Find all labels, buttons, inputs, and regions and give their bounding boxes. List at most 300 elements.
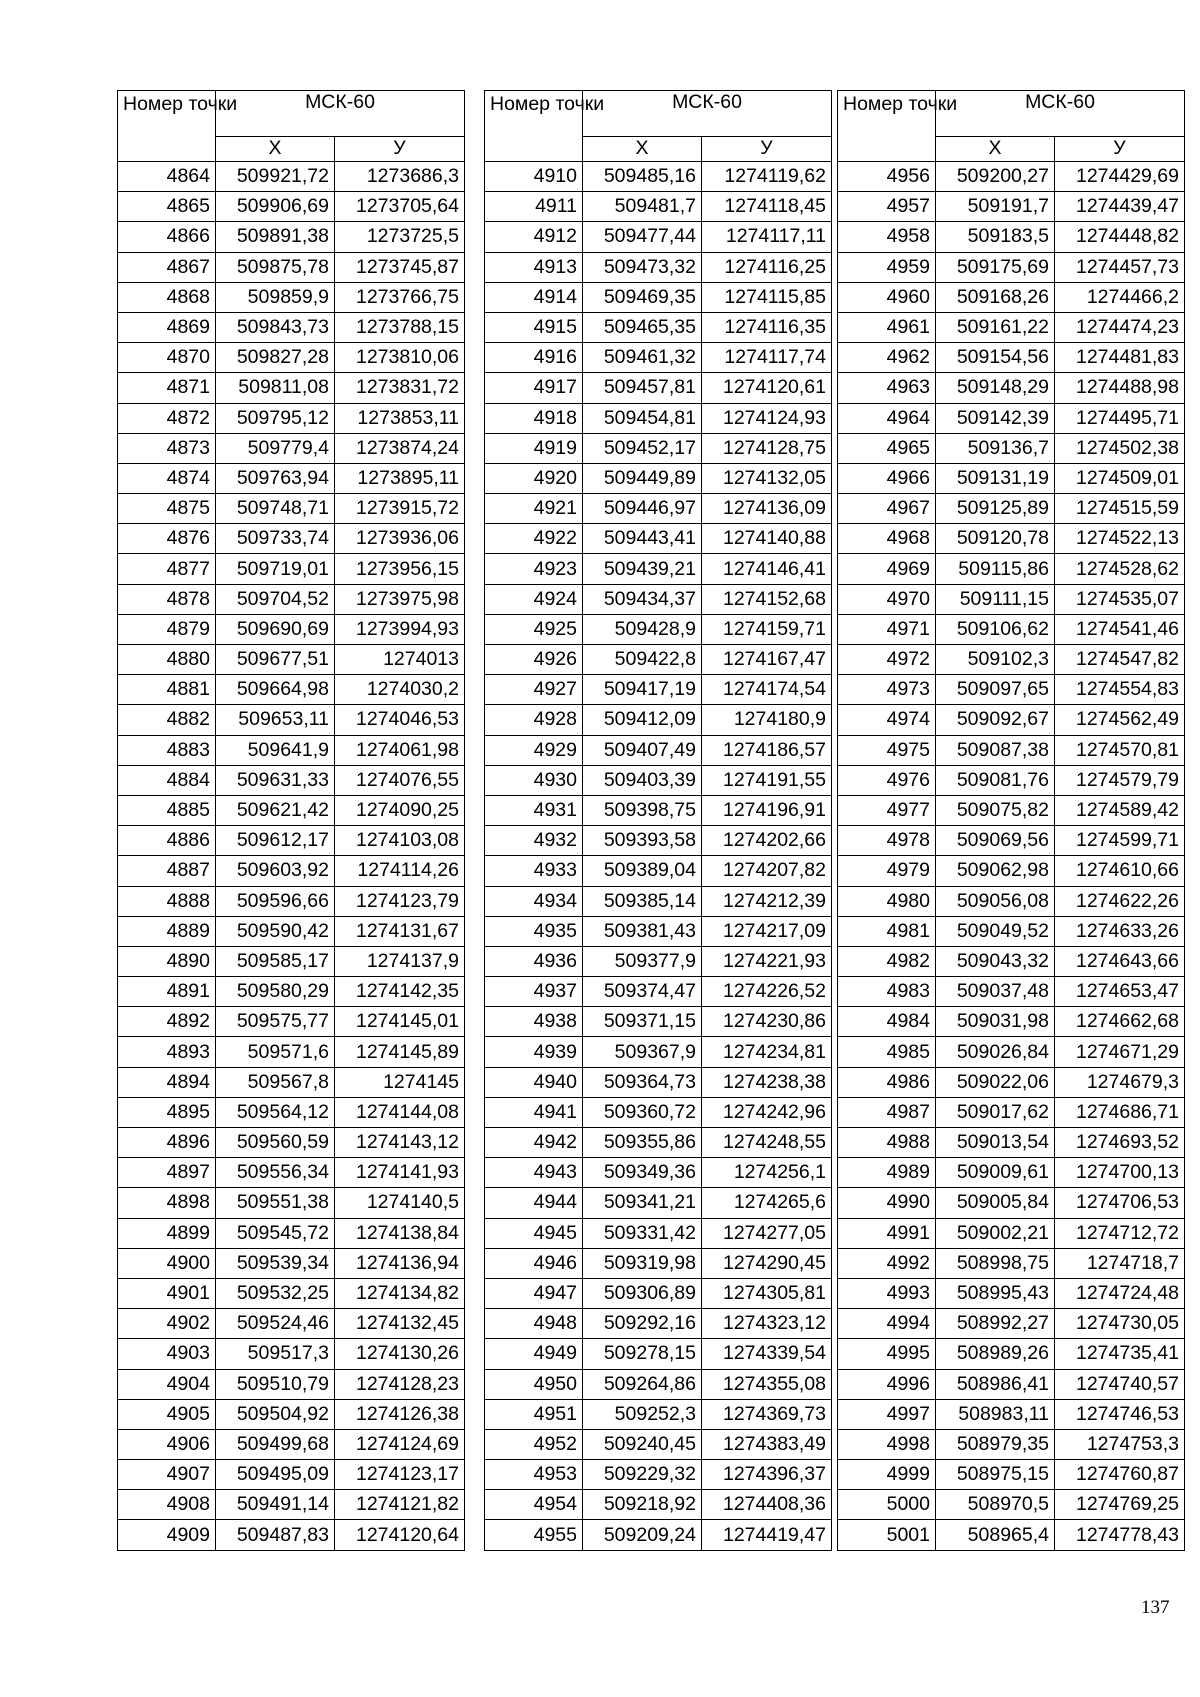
point-number-cell: 4991	[838, 1218, 936, 1248]
x-coordinate-cell: 509154,56	[936, 343, 1055, 373]
y-coordinate-cell: 1274140,5	[335, 1188, 465, 1218]
point-number-cell: 4868	[118, 282, 216, 312]
table-row	[118, 1520, 465, 1550]
table-row	[485, 1097, 832, 1127]
x-coordinate-cell: 509690,69	[216, 614, 335, 644]
x-coordinate-cell: 509031,98	[936, 1007, 1055, 1037]
table-row	[118, 403, 465, 433]
y-coordinate-cell: 1274116,35	[702, 312, 832, 342]
x-coordinate-cell: 508975,15	[936, 1460, 1055, 1490]
table-row	[118, 856, 465, 886]
x-coordinate-cell: 509491,14	[216, 1490, 335, 1520]
point-number-cell: 4909	[118, 1520, 216, 1550]
y-coordinate-cell: 1274256,1	[702, 1158, 832, 1188]
table-row	[485, 1309, 832, 1339]
x-coordinate-cell: 508995,43	[936, 1278, 1055, 1308]
x-coordinate-cell: 509469,35	[583, 282, 702, 312]
table-row	[485, 795, 832, 825]
y-coordinate-cell: 1274142,35	[335, 977, 465, 1007]
point-number-cell: 4892	[118, 1007, 216, 1037]
y-coordinate-cell: 1273766,75	[335, 282, 465, 312]
x-coordinate-cell: 509264,86	[583, 1369, 702, 1399]
point-number-cell: 4870	[118, 343, 216, 373]
y-column-header: У	[335, 137, 465, 162]
y-coordinate-cell: 1274290,45	[702, 1248, 832, 1278]
point-number-cell: 4906	[118, 1429, 216, 1459]
y-coordinate-cell: 1274136,94	[335, 1248, 465, 1278]
y-coordinate-cell: 1274760,87	[1055, 1460, 1185, 1490]
y-coordinate-cell: 1274145,89	[335, 1037, 465, 1067]
point-number-cell: 4889	[118, 916, 216, 946]
table-row	[118, 1429, 465, 1459]
point-number-cell: 4954	[485, 1490, 583, 1520]
point-number-cell: 4965	[838, 433, 936, 463]
y-coordinate-cell: 1274396,37	[702, 1460, 832, 1490]
x-coordinate-cell: 509921,72	[216, 162, 335, 192]
point-number-cell: 4881	[118, 675, 216, 705]
x-coordinate-cell: 509580,29	[216, 977, 335, 1007]
table-row	[838, 584, 1185, 614]
x-coordinate-cell: 509564,12	[216, 1097, 335, 1127]
y-coordinate-cell: 1274146,41	[702, 554, 832, 584]
point-number-cell: 4996	[838, 1369, 936, 1399]
point-number-cell: 4920	[485, 463, 583, 493]
table-row	[118, 675, 465, 705]
table-row	[485, 765, 832, 795]
point-number-cell: 4874	[118, 463, 216, 493]
table-row	[838, 1399, 1185, 1429]
table-row	[485, 554, 832, 584]
x-coordinate-cell: 509795,12	[216, 403, 335, 433]
x-coordinate-cell: 509005,84	[936, 1188, 1055, 1218]
y-coordinate-cell: 1274746,53	[1055, 1399, 1185, 1429]
point-number-cell: 4981	[838, 916, 936, 946]
point-number-cell: 4882	[118, 705, 216, 735]
y-coordinate-cell: 1274622,26	[1055, 886, 1185, 916]
point-number-cell: 4897	[118, 1158, 216, 1188]
x-coordinate-cell: 509412,09	[583, 705, 702, 735]
x-coordinate-cell: 509148,29	[936, 373, 1055, 403]
table-row	[485, 1188, 832, 1218]
point-number-cell: 4958	[838, 222, 936, 252]
point-number-cell: 4873	[118, 433, 216, 463]
table-row	[485, 584, 832, 614]
x-coordinate-cell: 508998,75	[936, 1248, 1055, 1278]
table-row	[838, 554, 1185, 584]
x-coordinate-cell: 509136,7	[936, 433, 1055, 463]
y-coordinate-cell: 1274554,83	[1055, 675, 1185, 705]
point-number-cell: 4879	[118, 614, 216, 644]
table-row	[485, 1369, 832, 1399]
point-number-cell: 4938	[485, 1007, 583, 1037]
x-coordinate-cell: 509664,98	[216, 675, 335, 705]
point-number-cell: 4910	[485, 162, 583, 192]
y-coordinate-cell: 1274610,66	[1055, 856, 1185, 886]
y-coordinate-cell: 1273975,98	[335, 584, 465, 614]
point-number-cell: 4990	[838, 1188, 936, 1218]
y-coordinate-cell: 1273745,87	[335, 252, 465, 282]
x-coordinate-cell: 509360,72	[583, 1097, 702, 1127]
point-number-cell: 4945	[485, 1218, 583, 1248]
table-row	[485, 1278, 832, 1308]
y-coordinate-cell: 1274466,2	[1055, 282, 1185, 312]
point-number-cell: 4973	[838, 675, 936, 705]
table-row	[838, 1490, 1185, 1520]
x-coordinate-cell: 509393,58	[583, 826, 702, 856]
point-number-cell: 4941	[485, 1097, 583, 1127]
y-coordinate-cell: 1274132,05	[702, 463, 832, 493]
table-row	[485, 977, 832, 1007]
x-coordinate-cell: 509331,42	[583, 1218, 702, 1248]
x-column-header: X	[936, 137, 1055, 162]
y-coordinate-cell: 1274131,67	[335, 916, 465, 946]
table-row	[485, 1158, 832, 1188]
x-coordinate-cell: 509454,81	[583, 403, 702, 433]
point-number-cell: 4902	[118, 1309, 216, 1339]
x-coordinate-cell: 509446,97	[583, 494, 702, 524]
point-number-cell: 4972	[838, 645, 936, 675]
y-coordinate-cell: 1274339,54	[702, 1339, 832, 1369]
point-number-cell: 4953	[485, 1460, 583, 1490]
point-number-cell: 4976	[838, 765, 936, 795]
table-row	[118, 1158, 465, 1188]
y-coordinate-cell: 1274369,73	[702, 1399, 832, 1429]
y-coordinate-cell: 1274134,82	[335, 1278, 465, 1308]
table-row	[838, 675, 1185, 705]
point-number-cell: 4907	[118, 1460, 216, 1490]
table-row	[118, 282, 465, 312]
table-row	[485, 1399, 832, 1429]
y-coordinate-cell: 1274662,68	[1055, 1007, 1185, 1037]
y-coordinate-cell: 1274207,82	[702, 856, 832, 886]
x-coordinate-cell: 509487,83	[216, 1520, 335, 1550]
coordinates-table-3	[837, 90, 1185, 1551]
y-coordinate-cell: 1273725,5	[335, 222, 465, 252]
table-row	[838, 1278, 1185, 1308]
y-coordinate-cell: 1273831,72	[335, 373, 465, 403]
x-coordinate-cell: 509434,37	[583, 584, 702, 614]
y-coordinate-cell: 1274522,13	[1055, 524, 1185, 554]
point-number-cell: 4916	[485, 343, 583, 373]
table-row	[485, 524, 832, 554]
x-coordinate-cell: 509596,66	[216, 886, 335, 916]
y-coordinate-cell: 1274116,25	[702, 252, 832, 282]
x-coordinate-cell: 509545,72	[216, 1218, 335, 1248]
table-row	[118, 795, 465, 825]
y-coordinate-cell: 1274448,82	[1055, 222, 1185, 252]
coordinate-system-header: МСК-60	[583, 91, 832, 137]
coordinates-table-1	[117, 90, 465, 1551]
point-number-cell: 4995	[838, 1339, 936, 1369]
point-number-cell: 4948	[485, 1309, 583, 1339]
x-coordinate-cell: 509398,75	[583, 795, 702, 825]
y-coordinate-cell: 1274429,69	[1055, 162, 1185, 192]
point-number-cell: 4960	[838, 282, 936, 312]
x-coordinate-cell: 509481,7	[583, 192, 702, 222]
table-row	[838, 252, 1185, 282]
point-number-cell: 4961	[838, 312, 936, 342]
point-number-cell: 4890	[118, 946, 216, 976]
table-row	[485, 403, 832, 433]
y-coordinate-cell: 1274076,55	[335, 765, 465, 795]
x-coordinate-cell: 509125,89	[936, 494, 1055, 524]
point-number-cell: 4962	[838, 343, 936, 373]
table-row	[838, 463, 1185, 493]
point-number-cell: 4999	[838, 1460, 936, 1490]
y-coordinate-cell: 1274046,53	[335, 705, 465, 735]
y-coordinate-cell: 1274735,41	[1055, 1339, 1185, 1369]
point-number-cell: 4895	[118, 1097, 216, 1127]
x-coordinate-cell: 509175,69	[936, 252, 1055, 282]
x-column-header: X	[216, 137, 335, 162]
point-number-cell: 4929	[485, 735, 583, 765]
table-row	[838, 705, 1185, 735]
y-coordinate-cell: 1274238,38	[702, 1067, 832, 1097]
table-row	[838, 946, 1185, 976]
x-coordinate-cell: 509407,49	[583, 735, 702, 765]
y-coordinate-cell: 1274706,53	[1055, 1188, 1185, 1218]
table-row	[838, 1067, 1185, 1097]
x-coordinate-cell: 509641,9	[216, 735, 335, 765]
y-coordinate-cell: 1274115,85	[702, 282, 832, 312]
table-row	[118, 614, 465, 644]
x-coordinate-cell: 509843,73	[216, 312, 335, 342]
point-number-cell: 4959	[838, 252, 936, 282]
y-coordinate-cell: 1274167,47	[702, 645, 832, 675]
point-number-header: Номер точки	[485, 91, 583, 162]
y-coordinate-cell: 1274242,96	[702, 1097, 832, 1127]
x-coordinate-cell: 509473,32	[583, 252, 702, 282]
table-row	[838, 977, 1185, 1007]
table-row	[485, 1007, 832, 1037]
x-coordinate-cell: 508970,5	[936, 1490, 1055, 1520]
table-row	[838, 162, 1185, 192]
point-number-cell: 4896	[118, 1128, 216, 1158]
x-coordinate-cell: 509465,35	[583, 312, 702, 342]
y-column-header: У	[702, 137, 832, 162]
x-coordinate-cell: 509240,45	[583, 1429, 702, 1459]
x-coordinate-cell: 509827,28	[216, 343, 335, 373]
point-number-cell: 4935	[485, 916, 583, 946]
table-row	[838, 312, 1185, 342]
y-coordinate-cell: 1274061,98	[335, 735, 465, 765]
point-number-cell: 4980	[838, 886, 936, 916]
table-row	[118, 192, 465, 222]
y-coordinate-cell: 1273956,15	[335, 554, 465, 584]
x-coordinate-cell: 509349,36	[583, 1158, 702, 1188]
y-coordinate-cell: 1274599,71	[1055, 826, 1185, 856]
y-coordinate-cell: 1273874,24	[335, 433, 465, 463]
x-coordinate-cell: 509733,74	[216, 524, 335, 554]
x-coordinate-cell: 509811,08	[216, 373, 335, 403]
y-coordinate-cell: 1274495,71	[1055, 403, 1185, 433]
x-coordinate-cell: 509653,11	[216, 705, 335, 735]
point-number-cell: 4977	[838, 795, 936, 825]
y-coordinate-cell: 1274124,69	[335, 1429, 465, 1459]
table-row	[838, 1460, 1185, 1490]
y-coordinate-cell: 1274712,72	[1055, 1218, 1185, 1248]
point-number-cell: 4936	[485, 946, 583, 976]
x-coordinate-cell: 509191,7	[936, 192, 1055, 222]
y-coordinate-cell: 1274120,61	[702, 373, 832, 403]
y-coordinate-cell: 1274481,83	[1055, 343, 1185, 373]
point-number-cell: 5000	[838, 1490, 936, 1520]
point-number-cell: 4968	[838, 524, 936, 554]
point-number-cell: 4904	[118, 1369, 216, 1399]
coordinate-system-header: МСК-60	[216, 91, 465, 137]
table-row	[838, 795, 1185, 825]
table-row	[838, 1218, 1185, 1248]
x-coordinate-cell: 509374,47	[583, 977, 702, 1007]
x-coordinate-cell: 509524,46	[216, 1309, 335, 1339]
y-coordinate-cell: 1274117,11	[702, 222, 832, 252]
point-number-cell: 4875	[118, 494, 216, 524]
y-coordinate-cell: 1274196,91	[702, 795, 832, 825]
point-number-cell: 4926	[485, 645, 583, 675]
y-coordinate-cell: 1274730,05	[1055, 1309, 1185, 1339]
x-coordinate-cell: 509504,92	[216, 1399, 335, 1429]
x-coordinate-cell: 509381,43	[583, 916, 702, 946]
table-row	[838, 1188, 1185, 1218]
x-coordinate-cell: 509385,14	[583, 886, 702, 916]
table-row	[485, 1429, 832, 1459]
point-number-cell: 4934	[485, 886, 583, 916]
y-coordinate-cell: 1274090,25	[335, 795, 465, 825]
point-number-cell: 4975	[838, 735, 936, 765]
x-coordinate-cell: 508986,41	[936, 1369, 1055, 1399]
table-row	[838, 192, 1185, 222]
y-coordinate-cell: 1274230,86	[702, 1007, 832, 1037]
x-coordinate-cell: 509069,56	[936, 826, 1055, 856]
y-coordinate-cell: 1274118,45	[702, 192, 832, 222]
table-row	[838, 1339, 1185, 1369]
table-row	[485, 162, 832, 192]
x-coordinate-cell: 509748,71	[216, 494, 335, 524]
x-coordinate-cell: 509183,5	[936, 222, 1055, 252]
x-coordinate-cell: 509719,01	[216, 554, 335, 584]
point-number-cell: 4932	[485, 826, 583, 856]
table-row	[838, 765, 1185, 795]
table-row	[118, 645, 465, 675]
x-coordinate-cell: 509092,67	[936, 705, 1055, 735]
point-number-cell: 4927	[485, 675, 583, 705]
point-number-cell: 4876	[118, 524, 216, 554]
x-coordinate-cell: 509461,32	[583, 343, 702, 373]
point-number-cell: 4947	[485, 1278, 583, 1308]
table-row	[485, 705, 832, 735]
y-coordinate-cell: 1274137,9	[335, 946, 465, 976]
point-number-cell: 4872	[118, 403, 216, 433]
x-coordinate-cell: 509551,38	[216, 1188, 335, 1218]
x-coordinate-cell: 508965,4	[936, 1520, 1055, 1550]
point-number-cell: 4925	[485, 614, 583, 644]
coordinate-system-header: МСК-60	[936, 91, 1185, 137]
table-row	[118, 705, 465, 735]
x-coordinate-cell: 509367,9	[583, 1037, 702, 1067]
x-coordinate-cell: 509142,39	[936, 403, 1055, 433]
table-row	[838, 1429, 1185, 1459]
table-row	[118, 916, 465, 946]
point-number-cell: 4944	[485, 1188, 583, 1218]
table-row	[118, 1037, 465, 1067]
y-coordinate-cell: 1274191,55	[702, 765, 832, 795]
x-coordinate-cell: 509102,3	[936, 645, 1055, 675]
y-coordinate-cell: 1273788,15	[335, 312, 465, 342]
table-row	[485, 735, 832, 765]
x-coordinate-cell: 509539,34	[216, 1248, 335, 1278]
y-coordinate-cell: 1274488,98	[1055, 373, 1185, 403]
x-coordinate-cell: 509161,22	[936, 312, 1055, 342]
x-coordinate-cell: 509590,42	[216, 916, 335, 946]
y-coordinate-cell: 1274119,62	[702, 162, 832, 192]
coordinates-table-2	[484, 90, 832, 1551]
point-number-cell: 4913	[485, 252, 583, 282]
table-row	[118, 1128, 465, 1158]
table-row	[485, 373, 832, 403]
y-coordinate-cell: 1274145	[335, 1067, 465, 1097]
point-number-cell: 4983	[838, 977, 936, 1007]
x-coordinate-cell: 509115,86	[936, 554, 1055, 584]
table-row	[838, 614, 1185, 644]
y-coordinate-cell: 1274535,07	[1055, 584, 1185, 614]
table-row	[118, 1309, 465, 1339]
y-coordinate-cell: 1274679,3	[1055, 1067, 1185, 1097]
x-coordinate-cell: 509906,69	[216, 192, 335, 222]
point-number-cell: 4952	[485, 1429, 583, 1459]
x-coordinate-cell: 509111,15	[936, 584, 1055, 614]
table-row	[485, 614, 832, 644]
table-row	[838, 494, 1185, 524]
x-coordinate-cell: 509477,44	[583, 222, 702, 252]
y-coordinate-cell: 1274408,36	[702, 1490, 832, 1520]
table-row	[118, 735, 465, 765]
x-coordinate-cell: 509209,24	[583, 1520, 702, 1550]
y-coordinate-cell: 1274740,57	[1055, 1369, 1185, 1399]
table-row	[118, 373, 465, 403]
y-coordinate-cell: 1274515,59	[1055, 494, 1185, 524]
y-coordinate-cell: 1274509,01	[1055, 463, 1185, 493]
x-coordinate-cell: 509120,78	[936, 524, 1055, 554]
y-coordinate-cell: 1274159,71	[702, 614, 832, 644]
point-number-cell: 4986	[838, 1067, 936, 1097]
point-number-cell: 4883	[118, 735, 216, 765]
y-coordinate-cell: 1274013	[335, 645, 465, 675]
point-number-header: Номер точки	[838, 91, 936, 162]
table-row	[118, 1097, 465, 1127]
point-number-cell: 4966	[838, 463, 936, 493]
point-number-cell: 4955	[485, 1520, 583, 1550]
point-number-cell: 4942	[485, 1128, 583, 1158]
point-number-cell: 4864	[118, 162, 216, 192]
x-coordinate-cell: 509585,17	[216, 946, 335, 976]
table-row	[485, 826, 832, 856]
table-row	[838, 826, 1185, 856]
table-row	[838, 282, 1185, 312]
y-coordinate-cell: 1274136,09	[702, 494, 832, 524]
y-coordinate-cell: 1274138,84	[335, 1218, 465, 1248]
point-number-cell: 4884	[118, 765, 216, 795]
point-number-cell: 4985	[838, 1037, 936, 1067]
table-row	[485, 192, 832, 222]
table-row	[485, 494, 832, 524]
table-row	[118, 252, 465, 282]
point-number-cell: 4886	[118, 826, 216, 856]
y-coordinate-cell: 1274265,6	[702, 1188, 832, 1218]
point-number-cell: 4939	[485, 1037, 583, 1067]
table-row	[838, 433, 1185, 463]
point-number-cell: 4924	[485, 584, 583, 614]
table-row	[838, 916, 1185, 946]
